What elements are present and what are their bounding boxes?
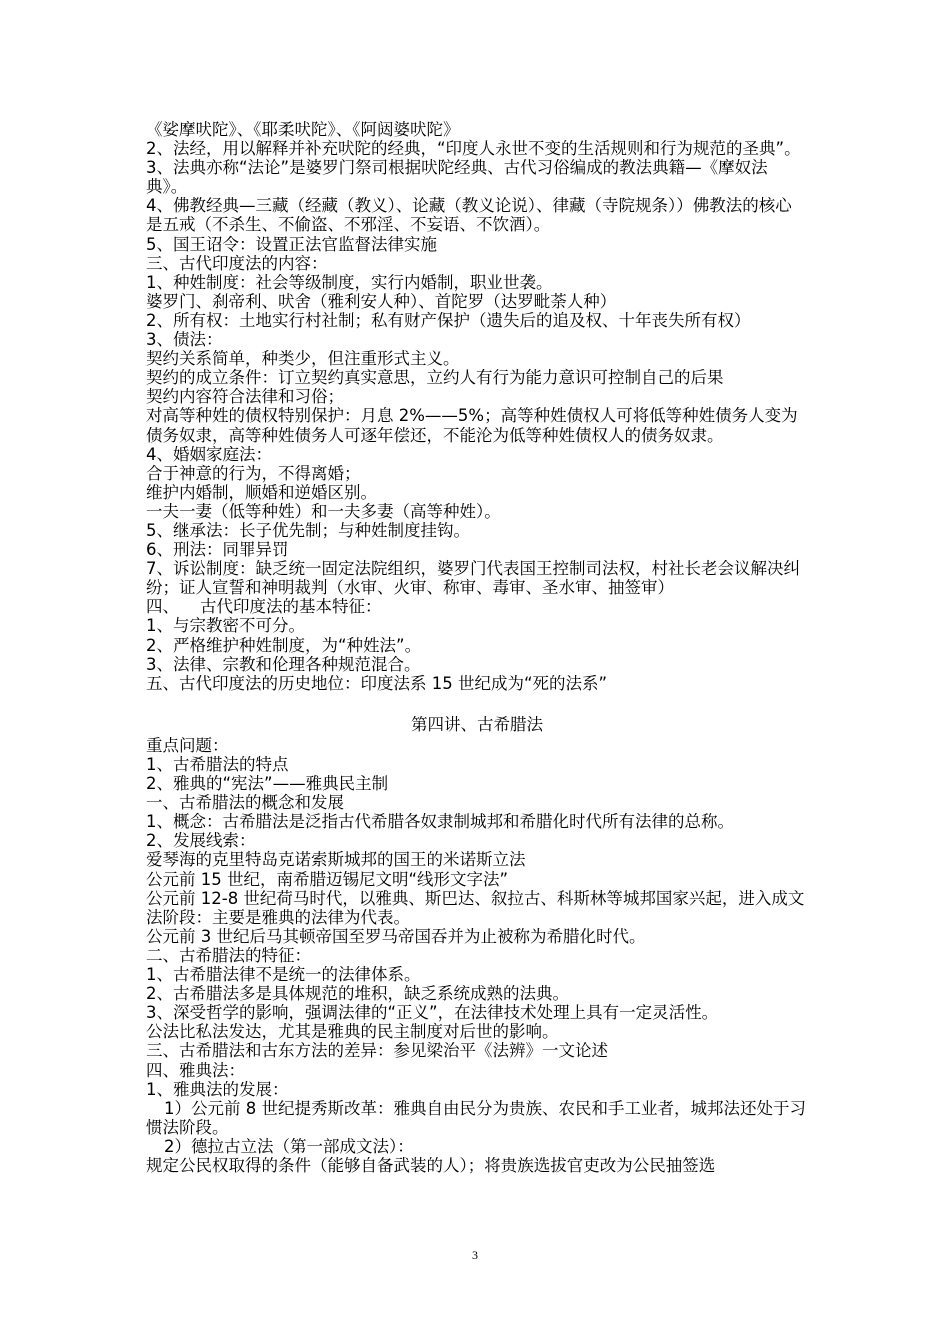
- text-line: 1、雅典法的发展：: [146, 1079, 289, 1099]
- text-line: 对高等种姓的债权特别保护：月息 2%——5%；高等种姓债权人可将低等种姓债务人变为债务奴隶，高等种姓债务人可逐年偿还，不能沦为低等种姓债权人的债务奴隶。: [146, 406, 798, 445]
- text-line: 1）公元前 8 世纪提秀斯改革：雅典自由民分为贵族、农民和手工业者，城邦法还处于习惯法阶段。: [146, 1098, 806, 1137]
- text-line: 公元前 12-8 世纪荷马时代，以雅典、斯巴达、叙拉古、科斯林等城邦国家兴起，进入成文法阶段：主要是雅典的法律为代表。: [146, 888, 805, 927]
- text-line: 4、佛教经典—三藏（经藏（教义）、论藏（教义论说）、律藏（寺院规条））佛教法的核心是五戒（不杀生、不偷盗、不邪淫、不妄语、不饮酒）。: [146, 196, 792, 235]
- text-line: 3、法律、宗教和伦理各种规范混合。: [146, 654, 421, 674]
- text-line: 5、国王诏令：设置正法官监督法律实施: [146, 234, 437, 254]
- text-line: 2、所有权：土地实行村社制；私有财产保护（遗失后的追及权、十年丧失所有权）: [146, 310, 751, 330]
- text-line: 契约关系简单，种类少，但注重形式主义。: [146, 349, 460, 369]
- text-line: 1、古希腊法的特点: [146, 755, 289, 774]
- text-line: 7、诉讼制度：缺乏统一固定法院组织，婆罗门代表国王控制司法权，村社长老会议解决纠纷；证人宣誓和神明裁判（水审、火审、称审、毒审、圣水审、抽签审）: [146, 559, 800, 598]
- section-heading: 二、古希腊法的特征：: [146, 945, 311, 965]
- section-heading: 三、古希腊法和古东方法的差异：参见梁治平《法辨》一文论述: [146, 1041, 608, 1061]
- page-body: [146, 120, 808, 1175]
- section-heading: 三、古代印度法的内容：: [146, 253, 328, 273]
- text-line: 2、法经，用以解释并补充吠陀的经典，“印度人永世不变的生活规则和行为规范的圣典”。: [146, 139, 801, 159]
- text-line: 一夫一妻（低等种姓）和一夫多妻（高等种姓）。: [146, 501, 501, 521]
- text-line: 2、古希腊法多是具体规范的堆积，缺乏系统成熟的法典。: [146, 984, 569, 1004]
- text-line: 公法比私法发达，尤其是雅典的民主制度对后世的影响。: [146, 1022, 559, 1042]
- text-line: 3、法典亦称“法论”是婆罗门祭司根据吠陀经典、古代习俗编成的教法典籍—《摩奴法典》。: [146, 158, 768, 197]
- section-heading: 一、古希腊法的概念和发展: [146, 793, 344, 813]
- text-line: 公元前 3 世纪后马其顿帝国至罗马帝国吞并为止被称为希腊化时代。: [146, 926, 646, 946]
- text-line: 规定公民权取得的条件（能够自备武装的人）；将贵族选拔官吏改为公民抽签选: [146, 1155, 716, 1175]
- section-ancient-greek-law: [146, 736, 808, 1175]
- text-line: 1、种姓制度：社会等级制度，实行内婚制，职业世袭。: [146, 272, 553, 292]
- text-line: 《娑摩吠陀》、《耶柔吠陀》、《阿闼婆吠陀》: [146, 120, 460, 139]
- text-line: 维护内婚制，顺婚和逆婚区别。: [146, 482, 377, 502]
- text-line: 2、严格维护种姓制度，为“种姓法”。: [146, 635, 422, 655]
- text-line: 合于神意的行为，不得离婚；: [146, 463, 361, 483]
- text-line: 1、概念：古希腊法是泛指古代希腊各奴隶制城邦和希腊化时代所有法律的总称。: [146, 812, 734, 832]
- text-line: 重点问题：: [146, 735, 229, 755]
- text-line: 契约内容符合法律和习俗；: [146, 387, 344, 407]
- section-heading: 五、古代印度法的历史地位：印度法系 15 世纪成为“死的法系”: [146, 673, 608, 693]
- text-line: 3、深受哲学的影响，强调法律的“正义”，在法律技术处理上具有一定灵活性。: [146, 1003, 719, 1023]
- section-heading: 四、 古代印度法的基本特征：: [146, 597, 382, 617]
- text-line: 2、发展线索：: [146, 831, 256, 851]
- page-number: 3: [472, 1248, 478, 1262]
- text-line: 契约的成立条件：订立契约真实意思，立约人有行为能力意识可控制自己的后果: [146, 368, 724, 388]
- text-line: 爱琴海的克里特岛克诺索斯城邦的国王的米诺斯立法: [146, 850, 526, 870]
- text-line: 婆罗门、刹帝利、吠舍（雅利安人种）、首陀罗（达罗毗荼人种）: [146, 291, 617, 311]
- text-line: 公元前 15 世纪，南希腊迈锡尼文明“线形文字法”: [146, 869, 509, 889]
- lecture-title: 第四讲、古希腊法: [411, 714, 543, 734]
- text-line: 1、古希腊法律不是统一的法律体系。: [146, 965, 421, 985]
- text-line: 4、婚姻家庭法：: [146, 444, 272, 464]
- text-line: 2）德拉古立法（第一部成文法）：: [164, 1136, 414, 1156]
- text-line: 3、债法：: [146, 330, 223, 350]
- text-line: 2、雅典的“宪法”——雅典民主制: [146, 774, 389, 794]
- text-line: 5、继承法：长子优先制；与种姓制度挂钩。: [146, 520, 470, 540]
- section-heading: 四、雅典法：: [146, 1060, 245, 1080]
- section-ancient-india-law: [146, 120, 808, 693]
- text-line: 6、刑法：同罪异罚: [146, 540, 289, 560]
- text-line: 1、与宗教密不可分。: [146, 616, 305, 636]
